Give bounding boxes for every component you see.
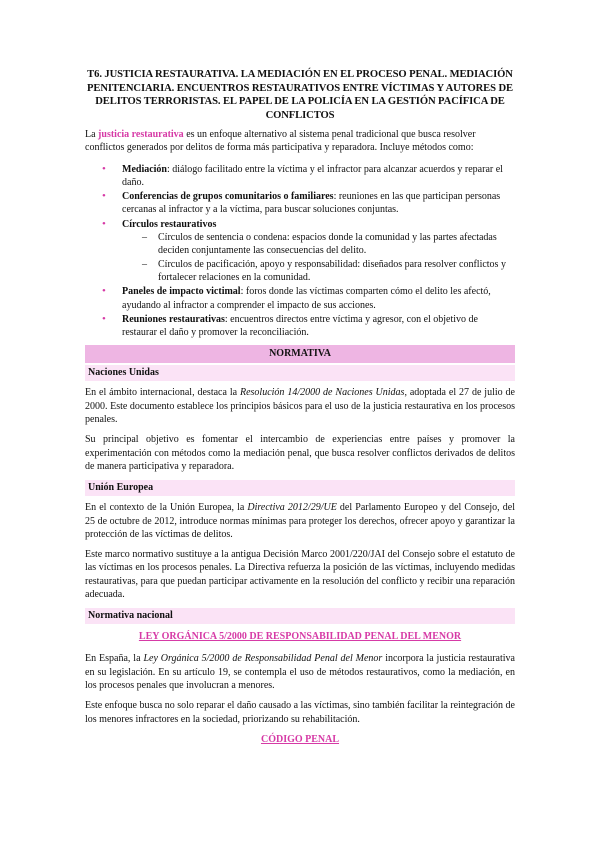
list-item-desc: : reuniones en las que participan personas cercanas al infractor y a la víctima, para buscar soluciones conjuntas. [122, 191, 501, 216]
un-heading: Naciones Unidas [85, 365, 515, 381]
nacional-heading: Normativa nacional [85, 608, 515, 624]
sublist-item: – Círculos de pacificación, apoyo y responsabilidad: diseñados para resolver conflictos y fortalecer relaciones en la comunidad. [122, 258, 515, 285]
list-item-mediacion [85, 163, 515, 190]
nacional-p1-italic: Ley Orgánica 5/2000 de Responsabilidad Penal del Menor [143, 653, 383, 665]
list-item-circulos [85, 218, 515, 284]
list-item-desc: : encuentros directos entre víctima y agresor, con el objetivo de restaurar el daño y promover la reconciliación. [122, 313, 478, 339]
un-paragraph-1 [85, 386, 515, 426]
un-p1-pre: En el ámbito internacional, destaca la [85, 387, 240, 399]
eu-p1-post: del Parlamento Europeo y del Consejo, del 25 de octubre de 2012, introduce normas mínimas para proteger los derechos, ofrecer apoyo y garantizar la protección de las víctimas de delitos. [85, 502, 515, 540]
nacional-paragraph-1 [85, 652, 515, 692]
nacional-p1-post: incorpora la justicia restaurativa en su legislación. En su artículo 19, se contempla el uso de métodos restaurativos, como la mediación, en los procesos penales que involucran a menores. [85, 653, 515, 691]
list-item-term: Paneles de impacto victimal [122, 286, 241, 298]
eu-paragraph-2: Este marco normativo sustituye a la antigua Decisión Marco 2001/220/JAI del Consejo sobre el estatuto de las víctimas en los procesos penales. La Directiva refuerza la posición de las víctimas, incluyendo medidas restaurativas, para que puedan participar activamente en la resolución del conflicto y recibir una reparación adecuada. [85, 549, 515, 601]
list-item-conferencias [85, 190, 515, 217]
list-item-paneles [85, 285, 515, 312]
eu-heading: Unión Europea [85, 480, 515, 496]
sublist-item: – Círculos de sentencia o condena: espacios donde la comunidad y las partes afectadas deciden conjuntamente las consecuencias del delito. [122, 231, 515, 258]
list-item-reuniones [85, 313, 515, 340]
codigo-penal-title: CÓDIGO PENAL [260, 733, 340, 745]
intro-paragraph [85, 128, 515, 155]
eu-p1-italic: Directiva 2012/29/UE [247, 502, 337, 514]
list-item-desc: : foros donde las víctimas comparten cómo el delito les afectó, ayudando al infractor a comprender el impacto de sus acciones. [122, 286, 491, 311]
document-title: T6. JUSTICIA RESTAURATIVA. LA MEDIACIÓN EN EL PROCESO PENAL. MEDIACIÓN PENITENCIARIA. ENCUENTROS RESTAURATIVOS ENTRE VÍCTIMAS Y AUTORES DE DELITOS TERRORISTAS. EL PAPEL DE LA POLICÍA EN LA GESTIÓN PACÍFICA DE CONFLICTOS [87, 69, 513, 121]
list-item-term: Reuniones restaurativas [122, 313, 225, 325]
normativa-heading: NORMATIVA [85, 345, 515, 363]
list-item-term: Conferencias de grupos comunitarios o familiares [122, 191, 334, 203]
intro-post: es un enfoque alternativo al sistema penal tradicional que busca resolver conflictos generados por delitos de forma más participativa y reparadora. Incluye métodos como: [85, 129, 476, 154]
intro-pre: La [85, 129, 99, 140]
eu-paragraph-1 [85, 501, 515, 541]
list-item-term: Círculos restaurativos [122, 218, 217, 230]
circulos-sublist [122, 231, 515, 284]
intro-highlight: justicia restaurativa [98, 129, 184, 140]
un-p1-post: , adoptada el 27 de julio de 2000. Este documento establece los principios básicos para el uso de la justicia restaurativa en los procesos penales. [85, 387, 515, 426]
nacional-p1-pre: En España, la [85, 653, 144, 665]
document-page [85, 68, 515, 755]
nacional-paragraph-2: Este enfoque busca no solo reparar el daño causado a las víctimas, sino también facilitar la reintegración de los menores infractores en la sociedad, priorizando su rehabilitación. [85, 700, 515, 725]
eu-p1-pre: En el contexto de la Unión Europea, la [85, 502, 248, 514]
list-item-term: Mediación [122, 163, 167, 175]
law-title: LEY ORGÁNICA 5/2000 DE RESPONSABILIDAD PENAL DEL MENOR [138, 631, 462, 643]
list-item-desc: : diálogo facilitado entre la víctima y el infractor para alcanzar acuerdos y reparar el daño. [122, 163, 503, 188]
methods-list [85, 163, 515, 340]
un-paragraph-2: Su principal objetivo es fomentar el intercambio de experiencias entre países y promover la experimentación con métodos como la mediación penal, que busca resolver conflictos derivados de delitos de manera participativa y reparadora. [85, 434, 515, 472]
un-p1-italic: Resolución 14/2000 de Naciones Unidas [239, 387, 405, 399]
